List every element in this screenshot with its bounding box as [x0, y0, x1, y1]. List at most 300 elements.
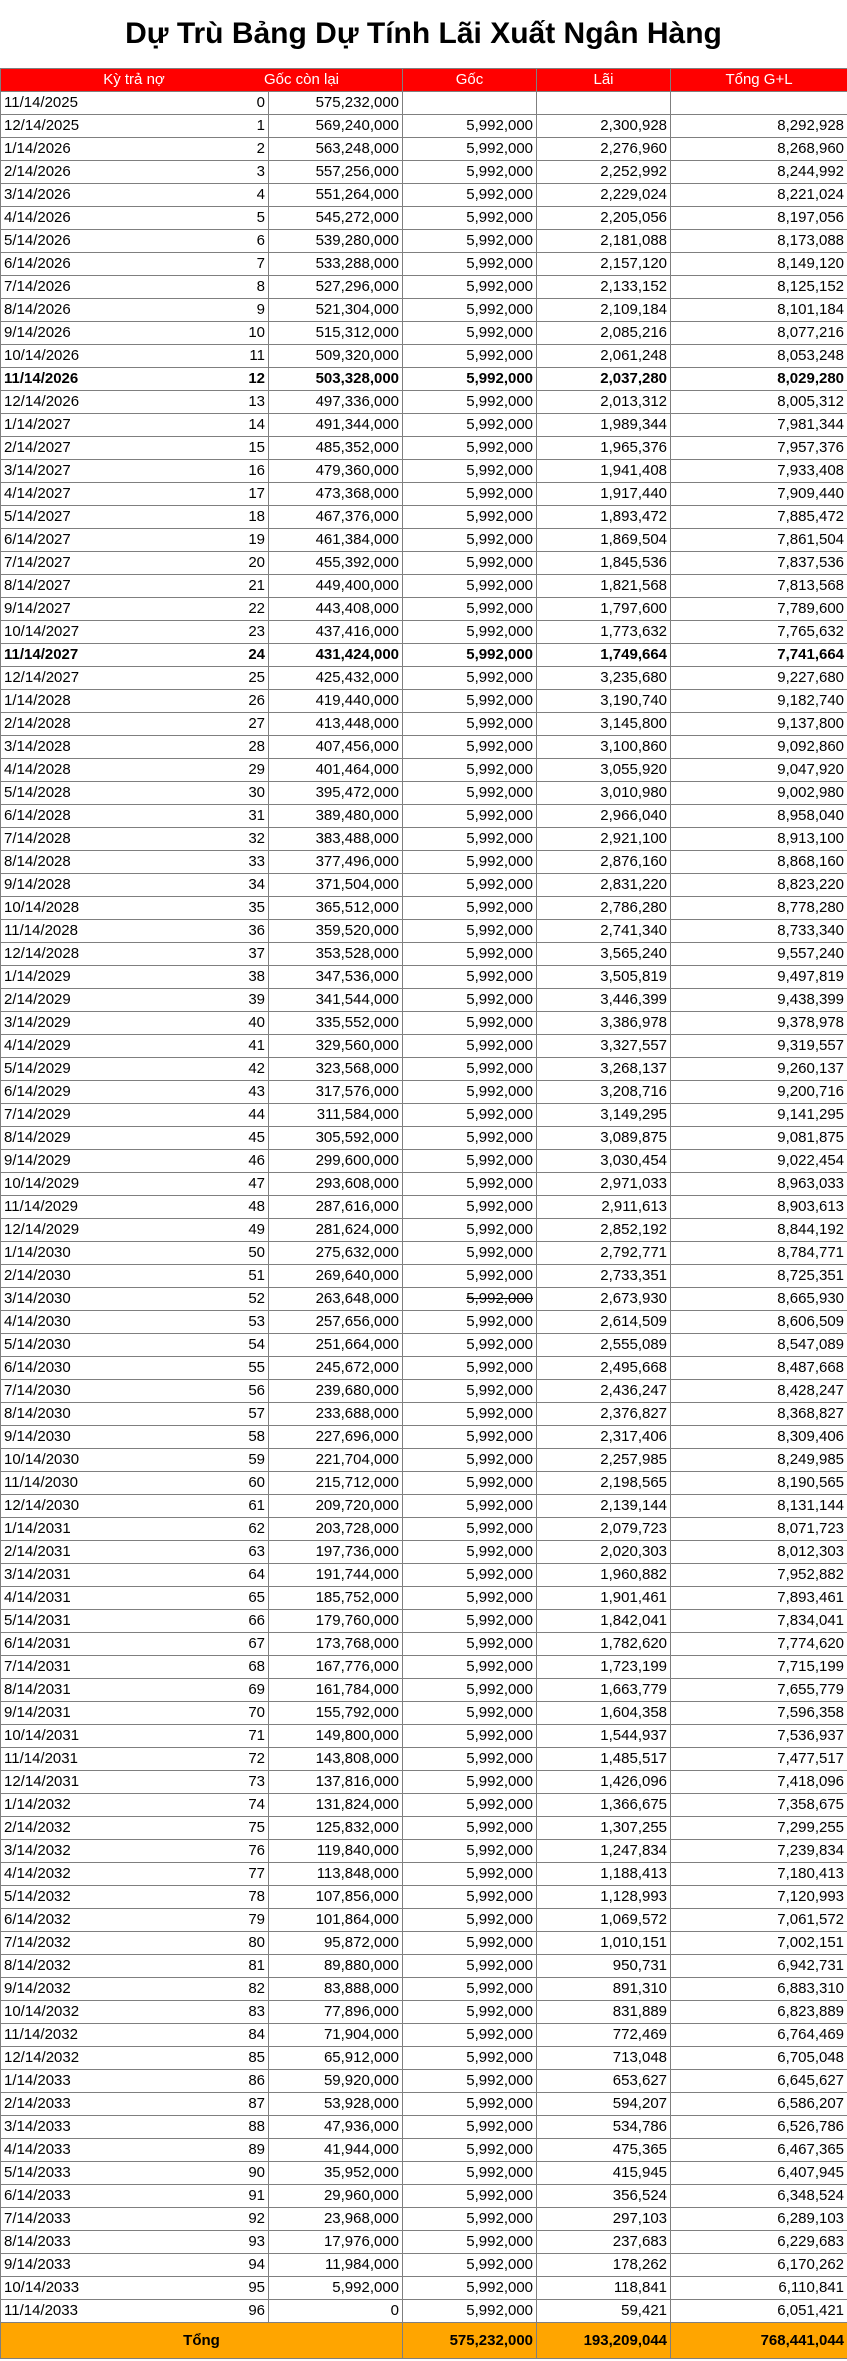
table-row	[1, 989, 847, 1012]
payment-period-cell	[1, 1771, 269, 1794]
principal-cell: 5,992,000	[403, 1771, 537, 1794]
period-number: 13	[248, 393, 265, 410]
table-row	[1, 759, 847, 782]
payment-date: 6/14/2029	[4, 1083, 71, 1100]
total-cell: 9,002,980	[671, 782, 847, 805]
interest-cell: 2,300,928	[537, 115, 671, 138]
interest-cell: 891,310	[537, 1978, 671, 2001]
payment-period-cell	[1, 2208, 269, 2231]
period-number: 26	[248, 692, 265, 709]
payment-date: 4/14/2031	[4, 1589, 71, 1606]
header-payment-period-label: Kỳ trả nợ	[103, 71, 165, 88]
total-cell: 9,319,557	[671, 1035, 847, 1058]
payment-date: 4/14/2026	[4, 209, 71, 226]
interest-cell: 1,773,632	[537, 621, 671, 644]
table-row	[1, 1518, 847, 1541]
period-number: 36	[248, 922, 265, 939]
principal-cell: 5,992,000	[403, 1426, 537, 1449]
principal-cell: 5,992,000	[403, 759, 537, 782]
interest-cell: 1,821,568	[537, 575, 671, 598]
total-cell: 7,765,632	[671, 621, 847, 644]
table-row	[1, 161, 847, 184]
period-number: 18	[248, 508, 265, 525]
table-row	[1, 782, 847, 805]
total-cell: 9,438,399	[671, 989, 847, 1012]
payment-period-cell	[1, 1909, 269, 1932]
remaining-principal-cell: 311,584,000	[269, 1104, 403, 1127]
principal-cell: 5,992,000	[403, 1679, 537, 1702]
payment-period-cell	[1, 713, 269, 736]
period-number: 0	[256, 94, 265, 111]
period-number: 47	[248, 1175, 265, 1192]
payment-date: 9/14/2030	[4, 1428, 71, 1445]
period-number: 41	[248, 1037, 265, 1054]
principal-cell: 5,992,000	[403, 1058, 537, 1081]
principal-cell: 5,992,000	[403, 598, 537, 621]
principal-cell: 5,992,000	[403, 322, 537, 345]
principal-cell: 5,992,000	[403, 2001, 537, 2024]
period-number: 75	[248, 1819, 265, 1836]
payment-date: 3/14/2029	[4, 1014, 71, 1031]
remaining-principal-cell: 305,592,000	[269, 1127, 403, 1150]
remaining-principal-cell: 359,520,000	[269, 920, 403, 943]
principal-cell: 5,992,000	[403, 1150, 537, 1173]
remaining-principal-cell: 227,696,000	[269, 1426, 403, 1449]
period-number: 43	[248, 1083, 265, 1100]
table-row	[1, 667, 847, 690]
interest-cell: 118,841	[537, 2277, 671, 2300]
table-row	[1, 1150, 847, 1173]
table-row	[1, 2070, 847, 2093]
principal-cell: 5,992,000	[403, 184, 537, 207]
table-row	[1, 483, 847, 506]
period-number: 22	[248, 600, 265, 617]
remaining-principal-cell: 59,920,000	[269, 2070, 403, 2093]
period-number: 59	[248, 1451, 265, 1468]
interest-cell: 1,842,041	[537, 1610, 671, 1633]
payment-period-cell	[1, 1127, 269, 1150]
interest-cell: 3,268,137	[537, 1058, 671, 1081]
period-number: 69	[248, 1681, 265, 1698]
table-row	[1, 1058, 847, 1081]
payment-period-cell	[1, 1472, 269, 1495]
payment-period-cell	[1, 1932, 269, 1955]
payment-period-cell	[1, 1840, 269, 1863]
principal-cell: 5,992,000	[403, 1656, 537, 1679]
principal-cell: 5,992,000	[403, 2208, 537, 2231]
table-row	[1, 1771, 847, 1794]
remaining-principal-cell: 335,552,000	[269, 1012, 403, 1035]
payment-date: 4/14/2027	[4, 485, 71, 502]
total-cell: 8,903,613	[671, 1196, 847, 1219]
table-row	[1, 1794, 847, 1817]
payment-period-cell	[1, 851, 269, 874]
principal-cell: 5,992,000	[403, 1794, 537, 1817]
interest-cell: 713,048	[537, 2047, 671, 2070]
remaining-principal-cell: 185,752,000	[269, 1587, 403, 1610]
principal-cell: 5,992,000	[403, 1518, 537, 1541]
principal-cell: 5,992,000	[403, 1725, 537, 1748]
principal-cell: 5,992,000	[403, 552, 537, 575]
payment-period-cell	[1, 920, 269, 943]
remaining-principal-cell: 203,728,000	[269, 1518, 403, 1541]
total-cell: 8,071,723	[671, 1518, 847, 1541]
interest-cell: 2,852,192	[537, 1219, 671, 1242]
principal-cell: 5,992,000	[403, 506, 537, 529]
total-cell: 7,358,675	[671, 1794, 847, 1817]
table-row	[1, 207, 847, 230]
interest-cell: 1,426,096	[537, 1771, 671, 1794]
principal-cell: 5,992,000	[403, 575, 537, 598]
page-title: Dự Trù Bảng Dự Tính Lãi Xuất Ngân Hàng	[125, 17, 722, 50]
total-cell: 9,557,240	[671, 943, 847, 966]
period-number: 74	[248, 1796, 265, 1813]
interest-cell: 3,030,454	[537, 1150, 671, 1173]
table-row	[1, 1449, 847, 1472]
total-cell: 7,715,199	[671, 1656, 847, 1679]
remaining-principal-cell: 425,432,000	[269, 667, 403, 690]
payment-date: 3/14/2031	[4, 1566, 71, 1583]
period-number: 6	[256, 232, 265, 249]
payment-period-cell	[1, 1610, 269, 1633]
payment-date: 12/14/2029	[4, 1221, 80, 1238]
payment-date: 10/14/2027	[4, 623, 80, 640]
interest-cell: 2,133,152	[537, 276, 671, 299]
remaining-principal-cell: 485,352,000	[269, 437, 403, 460]
payment-period-cell	[1, 2093, 269, 2116]
table-row	[1, 1932, 847, 1955]
principal-cell: 5,992,000	[403, 782, 537, 805]
payment-period-cell	[1, 1886, 269, 1909]
principal-cell: 5,992,000	[403, 1449, 537, 1472]
period-number: 76	[248, 1842, 265, 1859]
period-number: 38	[248, 968, 265, 985]
payment-date: 5/14/2029	[4, 1060, 71, 1077]
payment-date: 6/14/2030	[4, 1359, 71, 1376]
payment-period-cell	[1, 828, 269, 851]
total-principal: 575,232,000	[403, 2323, 537, 2359]
period-number: 61	[248, 1497, 265, 1514]
interest-cell: 2,876,160	[537, 851, 671, 874]
payment-date: 4/14/2032	[4, 1865, 71, 1882]
table-row	[1, 897, 847, 920]
principal-cell: 5,992,000	[403, 1288, 537, 1311]
table-row	[1, 184, 847, 207]
payment-date: 3/14/2030	[4, 1290, 71, 1307]
table-row	[1, 1656, 847, 1679]
table-row	[1, 598, 847, 621]
total-cell: 8,733,340	[671, 920, 847, 943]
table-header	[1, 69, 847, 92]
table-row	[1, 2254, 847, 2277]
remaining-principal-cell: 353,528,000	[269, 943, 403, 966]
period-number: 48	[248, 1198, 265, 1215]
principal-cell: 5,992,000	[403, 2162, 537, 2185]
total-cell: 8,487,668	[671, 1357, 847, 1380]
payment-date: 8/14/2032	[4, 1957, 71, 1974]
period-number: 16	[248, 462, 265, 479]
payment-date: 7/14/2033	[4, 2210, 71, 2227]
remaining-principal-cell: 317,576,000	[269, 1081, 403, 1104]
period-number: 52	[248, 1290, 265, 1307]
total-cell: 7,741,664	[671, 644, 847, 667]
period-number: 34	[248, 876, 265, 893]
remaining-principal-cell: 539,280,000	[269, 230, 403, 253]
total-cell: 7,061,572	[671, 1909, 847, 1932]
principal-cell: 5,992,000	[403, 1104, 537, 1127]
period-number: 12	[248, 370, 265, 387]
table-row	[1, 506, 847, 529]
remaining-principal-cell: 167,776,000	[269, 1656, 403, 1679]
principal-cell: 5,992,000	[403, 644, 537, 667]
payment-date: 2/14/2027	[4, 439, 71, 456]
payment-period-cell	[1, 529, 269, 552]
total-cell: 7,834,041	[671, 1610, 847, 1633]
remaining-principal-cell: 479,360,000	[269, 460, 403, 483]
table-row	[1, 391, 847, 414]
payment-period-cell	[1, 2231, 269, 2254]
payment-date: 1/14/2026	[4, 140, 71, 157]
remaining-principal-cell: 143,808,000	[269, 1748, 403, 1771]
payment-period-cell	[1, 115, 269, 138]
payment-period-cell	[1, 2300, 269, 2323]
payment-period-cell	[1, 1564, 269, 1587]
total-cell: 9,378,978	[671, 1012, 847, 1035]
principal-cell: 5,992,000	[403, 2231, 537, 2254]
period-number: 77	[248, 1865, 265, 1882]
period-number: 14	[248, 416, 265, 433]
payment-date: 7/14/2028	[4, 830, 71, 847]
table-row	[1, 1541, 847, 1564]
total-cell: 7,536,937	[671, 1725, 847, 1748]
payment-date: 4/14/2028	[4, 761, 71, 778]
total-cell: 6,823,889	[671, 2001, 847, 2024]
total-cell: 7,893,461	[671, 1587, 847, 1610]
table-row	[1, 1978, 847, 2001]
table-row	[1, 460, 847, 483]
interest-cell: 2,139,144	[537, 1495, 671, 1518]
payment-period-cell	[1, 161, 269, 184]
interest-cell: 2,037,280	[537, 368, 671, 391]
remaining-principal-cell: 281,624,000	[269, 1219, 403, 1242]
payment-date: 4/14/2030	[4, 1313, 71, 1330]
payment-period-cell	[1, 1426, 269, 1449]
payment-period-cell	[1, 138, 269, 161]
principal-cell	[403, 92, 537, 115]
principal-cell: 5,992,000	[403, 1242, 537, 1265]
total-cell: 9,141,295	[671, 1104, 847, 1127]
interest-cell: 2,786,280	[537, 897, 671, 920]
remaining-principal-cell: 29,960,000	[269, 2185, 403, 2208]
period-number: 58	[248, 1428, 265, 1445]
payment-period-cell	[1, 1679, 269, 1702]
payment-period-cell	[1, 1265, 269, 1288]
payment-date: 5/14/2027	[4, 508, 71, 525]
total-cell: 7,933,408	[671, 460, 847, 483]
period-number: 80	[248, 1934, 265, 1951]
principal-cell: 5,992,000	[403, 805, 537, 828]
total-cell: 7,774,620	[671, 1633, 847, 1656]
principal-cell: 5,992,000	[403, 1311, 537, 1334]
principal-cell: 5,992,000	[403, 1955, 537, 1978]
principal-cell: 5,992,000	[403, 1403, 537, 1426]
payment-date: 1/14/2032	[4, 1796, 71, 1813]
payment-date: 6/14/2028	[4, 807, 71, 824]
interest-cell: 594,207	[537, 2093, 671, 2116]
total-interest: 193,209,044	[537, 2323, 671, 2359]
period-number: 53	[248, 1313, 265, 1330]
payment-period-cell	[1, 621, 269, 644]
table-row	[1, 2093, 847, 2116]
remaining-principal-cell: 389,480,000	[269, 805, 403, 828]
period-number: 31	[248, 807, 265, 824]
table-row	[1, 1610, 847, 1633]
table-row	[1, 851, 847, 874]
period-number: 19	[248, 531, 265, 548]
interest-cell: 3,190,740	[537, 690, 671, 713]
total-cell: 6,407,945	[671, 2162, 847, 2185]
payment-date: 12/14/2032	[4, 2049, 80, 2066]
period-number: 42	[248, 1060, 265, 1077]
remaining-principal-cell: 551,264,000	[269, 184, 403, 207]
principal-cell: 5,992,000	[403, 2139, 537, 2162]
total-cell: 7,418,096	[671, 1771, 847, 1794]
table-row	[1, 874, 847, 897]
interest-cell: 1,917,440	[537, 483, 671, 506]
period-number: 8	[256, 278, 265, 295]
table-row	[1, 2024, 847, 2047]
remaining-principal-cell: 293,608,000	[269, 1173, 403, 1196]
interest-cell: 1,893,472	[537, 506, 671, 529]
table-row	[1, 437, 847, 460]
principal-cell: 5,992,000	[403, 1840, 537, 1863]
payment-date: 6/14/2033	[4, 2187, 71, 2204]
interest-cell: 1,901,461	[537, 1587, 671, 1610]
table-row	[1, 1196, 847, 1219]
total-cell: 7,957,376	[671, 437, 847, 460]
total-cell: 8,125,152	[671, 276, 847, 299]
total-cell: 8,292,928	[671, 115, 847, 138]
total-cell: 8,823,220	[671, 874, 847, 897]
table-row	[1, 1679, 847, 1702]
remaining-principal-cell: 161,784,000	[269, 1679, 403, 1702]
total-cell: 8,606,509	[671, 1311, 847, 1334]
remaining-principal-cell: 413,448,000	[269, 713, 403, 736]
period-number: 30	[248, 784, 265, 801]
period-number: 1	[256, 117, 265, 134]
payment-period-cell	[1, 1748, 269, 1771]
interest-cell: 2,921,100	[537, 828, 671, 851]
payment-period-cell	[1, 1541, 269, 1564]
interest-cell: 2,911,613	[537, 1196, 671, 1219]
total-cell: 8,913,100	[671, 828, 847, 851]
total-cell: 6,764,469	[671, 2024, 847, 2047]
payment-date: 9/14/2029	[4, 1152, 71, 1169]
period-number: 46	[248, 1152, 265, 1169]
payment-date: 9/14/2033	[4, 2256, 71, 2273]
payment-period-cell	[1, 1334, 269, 1357]
period-number: 54	[248, 1336, 265, 1353]
interest-cell: 653,627	[537, 2070, 671, 2093]
period-number: 67	[248, 1635, 265, 1652]
remaining-principal-cell: 347,536,000	[269, 966, 403, 989]
payment-date: 2/14/2031	[4, 1543, 71, 1560]
interest-cell: 1,307,255	[537, 1817, 671, 1840]
interest-cell: 297,103	[537, 2208, 671, 2231]
total-cell: 9,092,860	[671, 736, 847, 759]
total-cell: 6,348,524	[671, 2185, 847, 2208]
interest-cell: 1,069,572	[537, 1909, 671, 1932]
header-payment-period	[1, 69, 403, 92]
table-row	[1, 1955, 847, 1978]
remaining-principal-cell: 245,672,000	[269, 1357, 403, 1380]
total-cell: 6,110,841	[671, 2277, 847, 2300]
total-cell: 7,885,472	[671, 506, 847, 529]
principal-cell: 5,992,000	[403, 851, 537, 874]
payment-period-cell	[1, 391, 269, 414]
payment-date: 3/14/2026	[4, 186, 71, 203]
payment-period-cell	[1, 690, 269, 713]
principal-cell: 5,992,000	[403, 1932, 537, 1955]
payment-date: 10/14/2026	[4, 347, 80, 364]
interest-cell: 3,145,800	[537, 713, 671, 736]
period-number: 25	[248, 669, 265, 686]
remaining-principal-cell: 575,232,000	[269, 92, 403, 115]
total-cell: 9,227,680	[671, 667, 847, 690]
period-number: 28	[248, 738, 265, 755]
principal-cell: 5,992,000	[403, 2116, 537, 2139]
principal-cell: 5,992,000	[403, 966, 537, 989]
interest-cell: 2,317,406	[537, 1426, 671, 1449]
remaining-principal-cell: 443,408,000	[269, 598, 403, 621]
table-row	[1, 1403, 847, 1426]
total-cell: 8,868,160	[671, 851, 847, 874]
table-row	[1, 1288, 847, 1311]
interest-cell: 1,749,664	[537, 644, 671, 667]
remaining-principal-cell: 377,496,000	[269, 851, 403, 874]
table-row	[1, 552, 847, 575]
remaining-principal-cell: 365,512,000	[269, 897, 403, 920]
payment-date: 3/14/2027	[4, 462, 71, 479]
interest-cell: 2,741,340	[537, 920, 671, 943]
total-cell: 6,645,627	[671, 2070, 847, 2093]
principal-cell: 5,992,000	[403, 2254, 537, 2277]
table-row	[1, 115, 847, 138]
remaining-principal-cell: 101,864,000	[269, 1909, 403, 1932]
remaining-principal-cell: 77,896,000	[269, 2001, 403, 2024]
payment-date: 9/14/2026	[4, 324, 71, 341]
period-number: 51	[248, 1267, 265, 1284]
interest-cell: 2,013,312	[537, 391, 671, 414]
remaining-principal-cell: 467,376,000	[269, 506, 403, 529]
principal-cell: 5,992,000	[403, 1035, 537, 1058]
payment-date: 1/14/2027	[4, 416, 71, 433]
payment-period-cell	[1, 2047, 269, 2070]
period-number: 79	[248, 1911, 265, 1928]
remaining-principal-cell: 533,288,000	[269, 253, 403, 276]
remaining-principal-cell: 35,952,000	[269, 2162, 403, 2185]
interest-cell: 3,446,399	[537, 989, 671, 1012]
principal-cell: 5,992,000	[403, 414, 537, 437]
payment-period-cell	[1, 2001, 269, 2024]
interest-cell: 2,733,351	[537, 1265, 671, 1288]
payment-period-cell	[1, 1725, 269, 1748]
interest-cell: 2,109,184	[537, 299, 671, 322]
payment-period-cell	[1, 1495, 269, 1518]
table-row	[1, 1472, 847, 1495]
payment-date: 10/14/2028	[4, 899, 80, 916]
period-number: 49	[248, 1221, 265, 1238]
